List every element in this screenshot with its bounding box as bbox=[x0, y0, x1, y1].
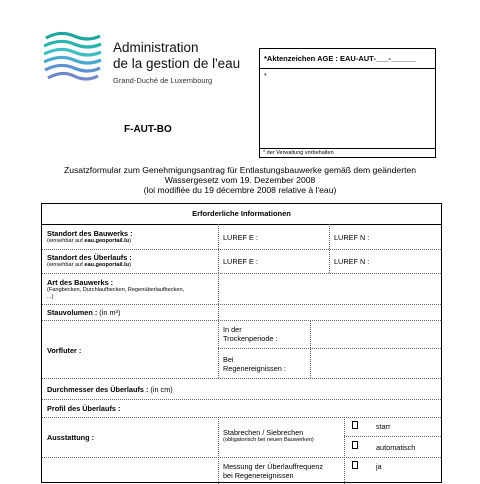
info-table bbox=[41, 203, 442, 483]
org-name-line1: Administration bbox=[113, 40, 199, 55]
org-country: Grand-Duché de Luxembourg bbox=[113, 76, 213, 85]
vorfluter-trocken-1: In der bbox=[223, 325, 242, 334]
option-starr-label: starr bbox=[376, 422, 391, 431]
subtitle-line1: Zusatzformular zum Genehmigungsantrag für Entlastungsbauwerke gemäß dem geänderten bbox=[63, 165, 417, 175]
stauvolumen-label: Stauvolumen : (in m³) bbox=[47, 308, 121, 317]
table-title: Erforderliche Informationen bbox=[192, 209, 291, 218]
reference-label: *Aktenzeichen AGE : EAU-AUT-___-______ bbox=[260, 49, 435, 69]
profil-label: Profil des Überlaufs : bbox=[47, 404, 121, 413]
standort-ueberlauf-hint: (einsehbar auf eau.geoportail.lu) bbox=[47, 262, 131, 268]
subtitle-line2: Wassergesetz vom 19. Dezember 2008 bbox=[164, 175, 316, 185]
option-automatisch-label: automatisch bbox=[376, 443, 416, 452]
standort-ueberlauf-luref-e[interactable]: LUREF E : bbox=[223, 257, 258, 266]
standort-ueberlauf-label: Standort des Überlaufs : bbox=[47, 253, 132, 262]
ausstattung-label: Ausstattung : bbox=[47, 433, 95, 442]
geoportail-link[interactable]: eau.geoportail.lu bbox=[84, 238, 130, 244]
vorfluter-label: Vorfluter : bbox=[47, 346, 82, 355]
age-logo bbox=[44, 30, 102, 86]
checkbox-ja[interactable] bbox=[352, 461, 358, 469]
reference-box bbox=[259, 48, 436, 158]
stabrechen-label: Stabrechen / Siebrechen bbox=[223, 428, 304, 437]
form-code: F-AUT-BO bbox=[124, 124, 172, 135]
checkbox-starr[interactable] bbox=[352, 421, 358, 429]
option-ja-label: ja bbox=[376, 462, 382, 471]
standort-bauwerk-hint: (einsehbar auf eau.geoportail.lu) bbox=[47, 238, 131, 244]
reference-star: * bbox=[264, 73, 267, 80]
vorfluter-trocken-2: Trockenperiode : bbox=[223, 334, 278, 343]
org-name-line2: de la gestion de l'eau bbox=[113, 56, 241, 71]
reference-note: * der Verwaltung vorbehalten bbox=[260, 148, 435, 157]
messung-label-2: bei Regenereignissen bbox=[223, 471, 294, 480]
art-label: Art des Bauwerks : bbox=[47, 278, 114, 287]
standort-ueberlauf-luref-n[interactable]: LUREF N : bbox=[334, 257, 370, 266]
durchmesser-label: Durchmesser des Überlaufs : (in cm) bbox=[47, 385, 173, 394]
vorfluter-regen-2: Regenereignissen : bbox=[223, 364, 286, 373]
stabrechen-hint: (obligatorisch bei neuen Bauwerken) bbox=[223, 437, 314, 443]
checkbox-automatisch[interactable] bbox=[352, 441, 358, 449]
art-hint-1: (Fangbecken, Durchlaufbecken, Regenüberlaufbecken, bbox=[47, 287, 185, 293]
standort-bauwerk-label: Standort des Bauwerks : bbox=[47, 229, 133, 238]
standort-bauwerk-luref-n[interactable]: LUREF N : bbox=[334, 233, 370, 242]
messung-label-1: Messung der Überlauffrequenz bbox=[223, 462, 324, 471]
subtitle-line3: (loi modifiée du 19 décembre 2008 relative à l'eau) bbox=[143, 185, 337, 195]
vorfluter-regen-1: Bei bbox=[223, 355, 234, 364]
art-hint-2: ...) bbox=[47, 294, 54, 300]
standort-bauwerk-luref-e[interactable]: LUREF E : bbox=[223, 233, 258, 242]
geoportail-link[interactable]: eau.geoportail.lu bbox=[84, 262, 130, 268]
